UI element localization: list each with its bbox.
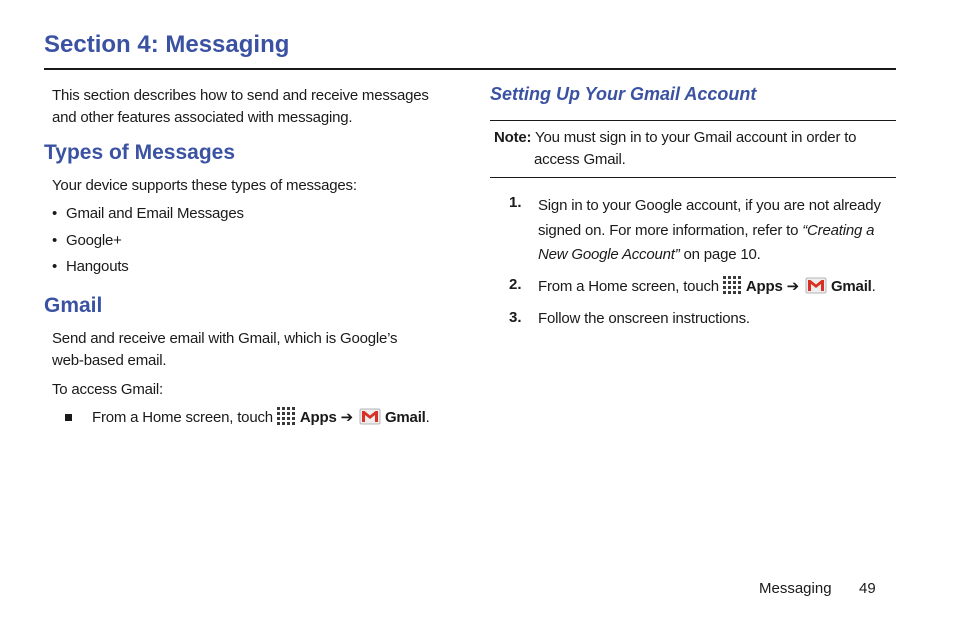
gmail-desc-line: Send and receive email with Gmail, which is Google’s [52,330,398,347]
note-text: You must sign in to your Gmail account in order to [535,129,857,146]
note-bottom-divider [490,177,896,178]
period: . [425,409,430,426]
apps-label: Apps [299,409,337,426]
bullet: • [52,232,58,249]
page-title: Section 4: Messaging [44,31,290,58]
types-of-messages-heading: Types of Messages [44,141,236,164]
intro-paragraph [52,85,429,129]
arrow-glyph: ➔ [786,278,799,295]
step-line: Sign in to your Google account, if you are not already [538,197,881,214]
cross-reference-link[interactable]: New Google Account” [538,246,680,263]
step-line: signed on. For more information, refer to [538,221,799,239]
bullet: • [52,258,58,275]
step-2-prefix: From a Home screen, touch [538,278,719,295]
square-bullet [65,414,72,421]
step-1-text [538,194,881,268]
gmail-label: Gmail [384,409,426,426]
list-item-label: Gmail and Email Messages [66,205,244,222]
gmail-description [52,328,397,372]
list-item [52,230,122,252]
types-intro: Your device supports these types of messages: [52,177,357,194]
intro-line: This section describes how to send and receive messages [52,87,429,104]
gmail-heading: Gmail [44,294,103,317]
apps-grid-icon [722,275,744,295]
note-top-divider [490,120,896,121]
note-block [494,127,856,171]
list-item [52,203,244,225]
access-gmail-text: To access Gmail: [52,381,163,398]
gmail-envelope-icon [805,275,827,295]
step-number: 3. [509,309,522,326]
step-3-text: Follow the onscreen instructions. [538,310,750,327]
footer-chapter: Messaging [759,580,832,597]
access-step [92,406,430,429]
arrow-glyph: ➔ [340,409,353,426]
list-item [52,256,129,278]
note-text-continued: access Gmail. [534,151,626,168]
period: . [871,278,876,295]
apps-label: Apps [745,278,783,295]
title-divider [44,68,896,70]
apps-grid-icon [276,406,298,426]
page-number: 49 [859,580,876,597]
step-number: 2. [509,276,522,293]
gmail-envelope-icon [359,406,381,426]
note-label: Note: [494,129,532,146]
setup-gmail-heading: Setting Up Your Gmail Account [490,84,757,104]
list-item-label: Google+ [66,232,122,249]
gmail-label: Gmail [830,278,872,295]
step-2-text [538,275,876,298]
intro-line: and other features associated with messaging. [52,109,353,126]
step-line: on page 10. [683,246,761,263]
bullet: • [52,205,58,222]
cross-reference-link[interactable]: “Creating a [802,221,875,239]
gmail-desc-line: web-based email. [52,352,167,369]
step-number: 1. [509,194,522,211]
access-step-prefix: From a Home screen, touch [92,409,273,426]
list-item-label: Hangouts [66,258,129,275]
